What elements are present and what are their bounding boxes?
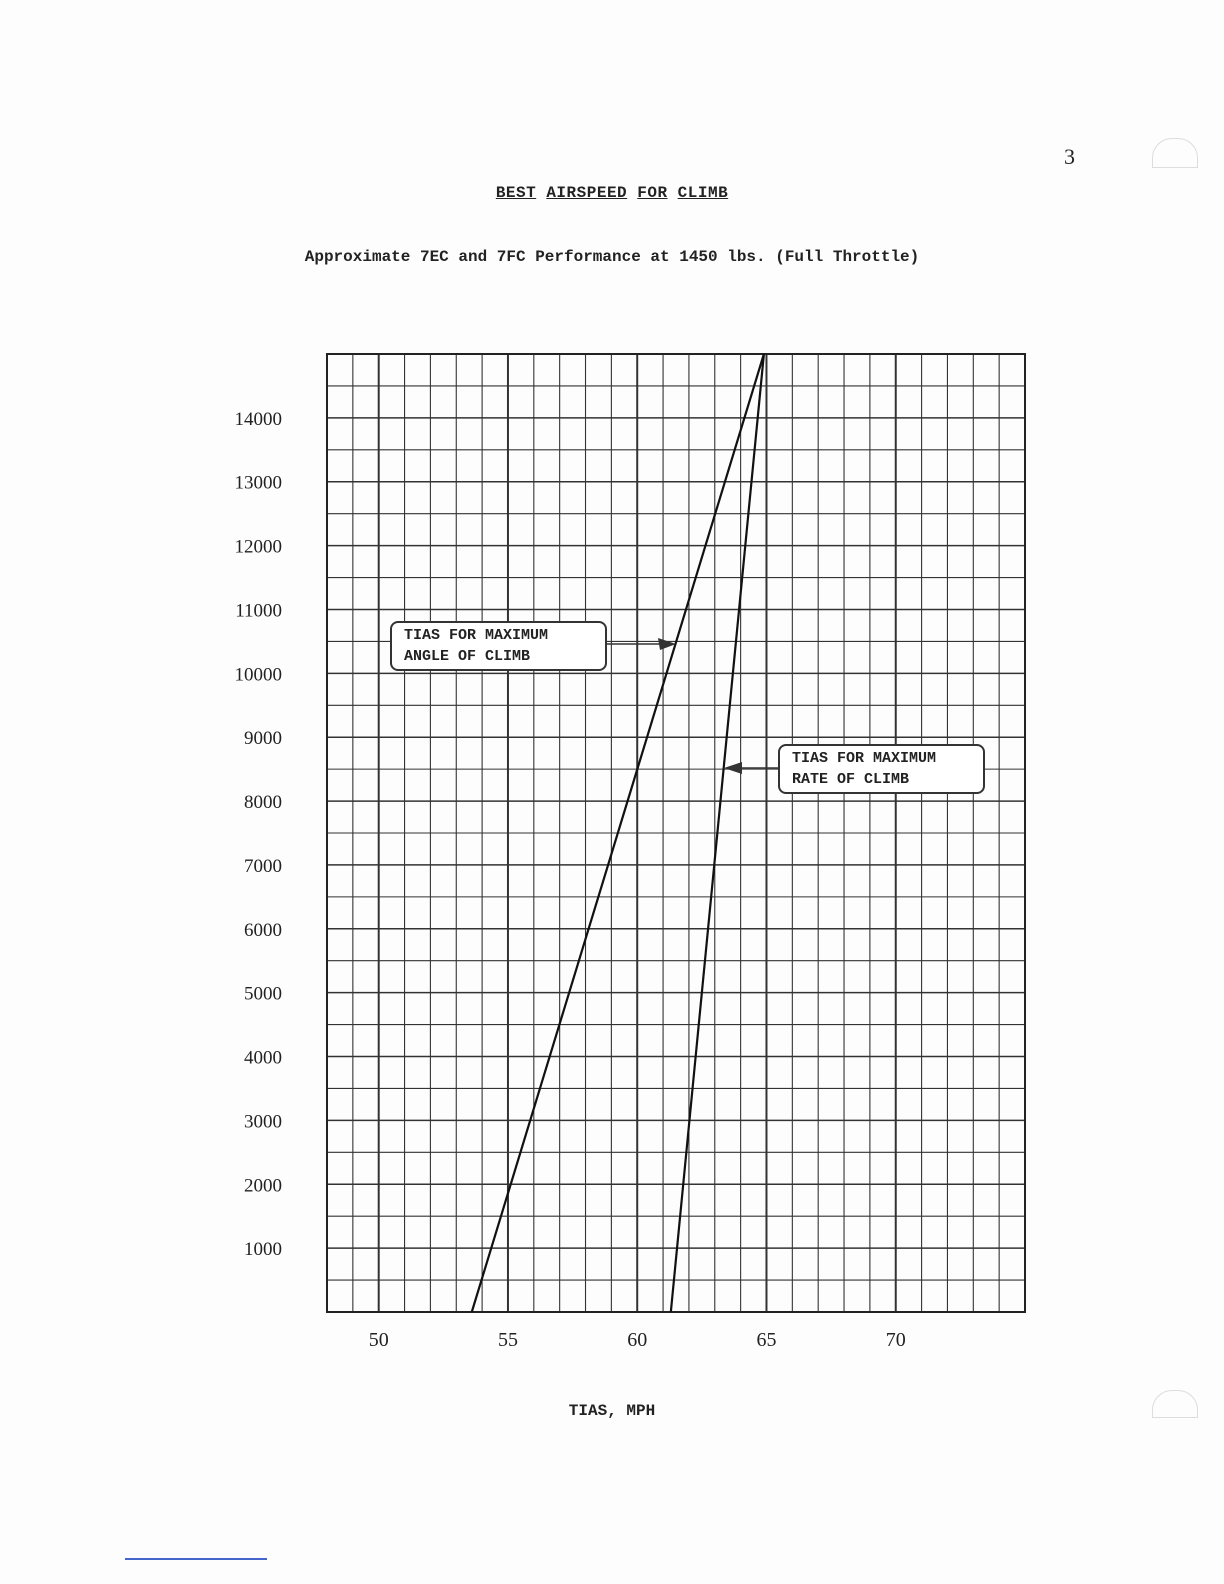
- y-tick-label: 13000: [234, 472, 282, 494]
- x-tick-label: 60: [627, 1329, 648, 1351]
- page-number: 3: [1064, 144, 1075, 169]
- y-tick-label: 1000: [244, 1239, 282, 1261]
- callout-line: TIAS FOR MAXIMUM: [404, 627, 549, 644]
- x-tick-label: 55: [497, 1329, 518, 1351]
- y-tick-label: 6000: [244, 919, 282, 941]
- callout-line: TIAS FOR MAXIMUM: [792, 750, 937, 767]
- y-tick-label: 8000: [244, 792, 282, 814]
- y-tick-label: 3000: [244, 1111, 282, 1133]
- y-tick-label: 2000: [244, 1175, 282, 1197]
- x-axis-label: TIAS, MPH: [568, 1402, 656, 1420]
- x-tick-label: 70: [885, 1329, 906, 1351]
- y-tick-label: 12000: [234, 536, 282, 558]
- y-tick-label: 4000: [244, 1047, 282, 1069]
- y-tick-label: 10000: [234, 664, 282, 686]
- title-word: CLIMB: [677, 184, 729, 202]
- title-word: BEST: [495, 184, 537, 202]
- callout-line: RATE OF CLIMB: [792, 771, 910, 788]
- punch-hole-mark: [1152, 1390, 1198, 1418]
- y-tick-label: 7000: [244, 855, 282, 877]
- title-word: AIRSPEED: [546, 184, 628, 202]
- title-word: FOR: [637, 184, 668, 202]
- y-tick-label: 9000: [244, 728, 282, 750]
- callout-line: ANGLE OF CLIMB: [404, 648, 531, 665]
- footer-rule: [125, 1558, 267, 1560]
- x-tick-label: 65: [756, 1329, 777, 1351]
- angle-of-climb-callout: [390, 621, 607, 671]
- rate-of-climb-callout: [778, 744, 985, 794]
- y-tick-label: 11000: [235, 600, 282, 622]
- y-tick-label: 14000: [234, 408, 282, 430]
- punch-hole-mark: [1152, 138, 1198, 168]
- y-tick-label: 5000: [244, 983, 282, 1005]
- chart-subtitle: Approximate 7EC and 7FC Performance at 1450 lbs. (Full Throttle): [304, 248, 920, 266]
- arrowhead-icon: [724, 762, 742, 774]
- x-tick-label: 50: [368, 1329, 389, 1351]
